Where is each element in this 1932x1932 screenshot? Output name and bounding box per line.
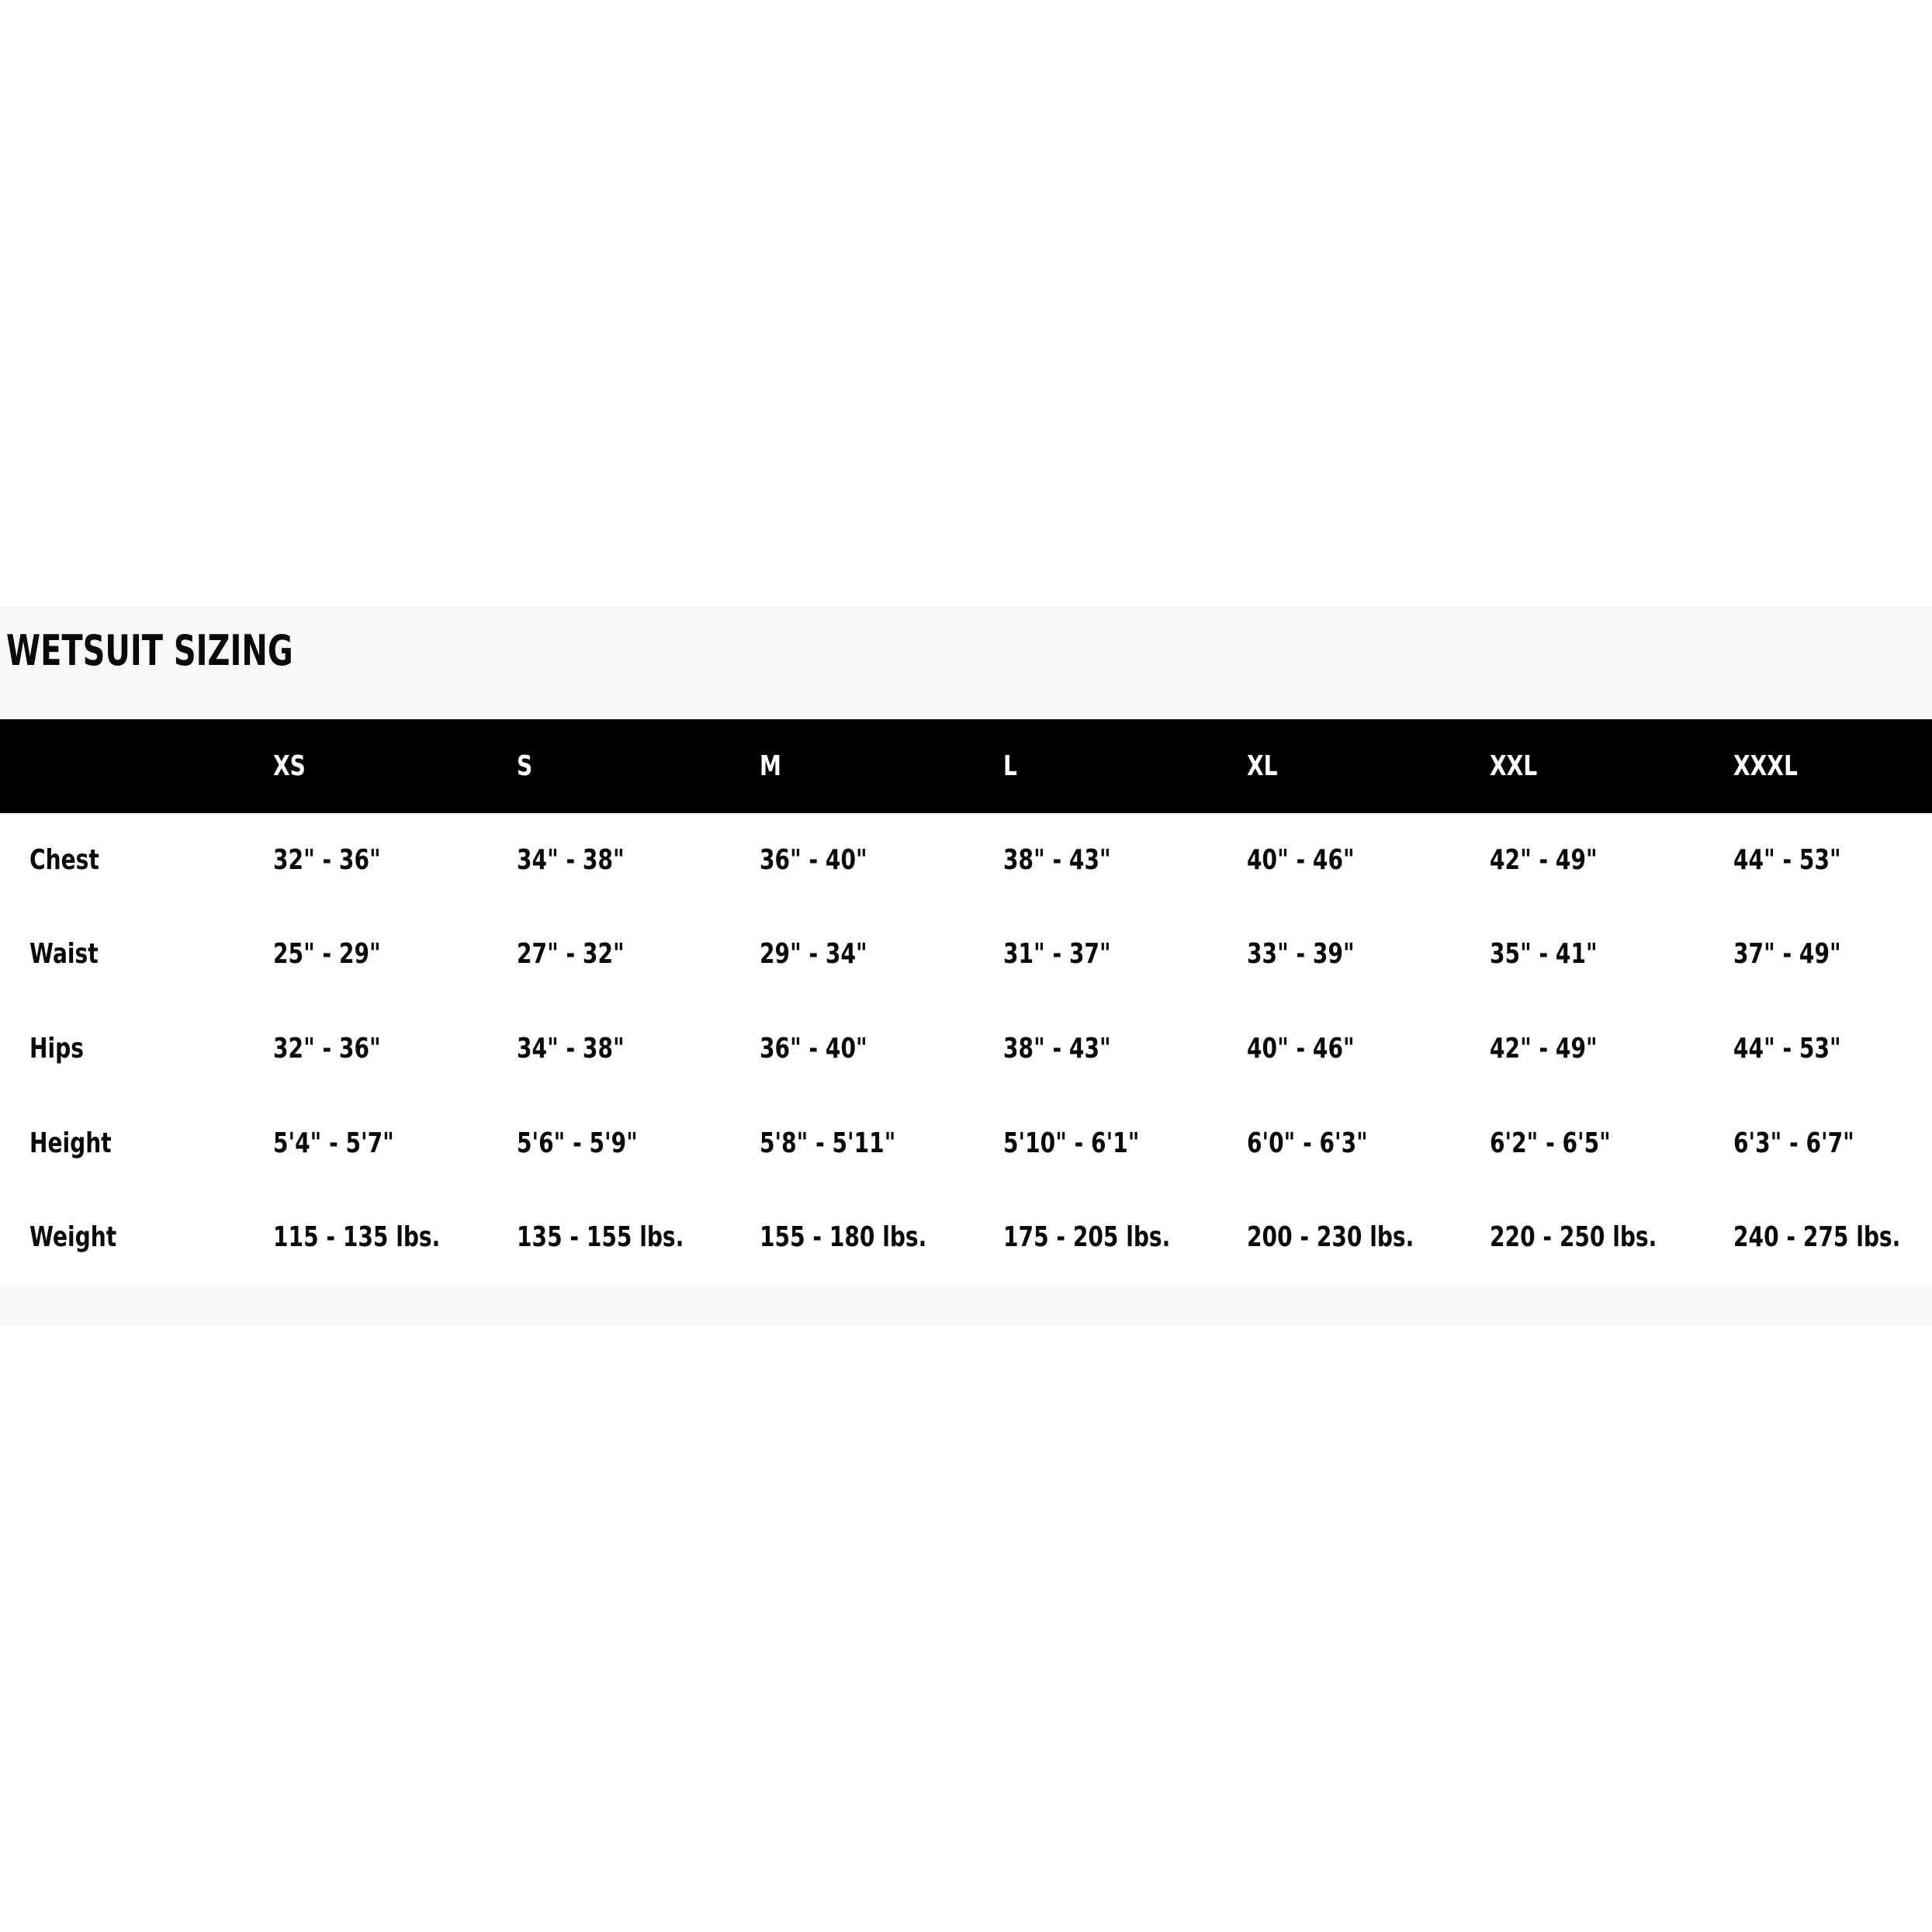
row-label-cell [0,1190,244,1285]
cell-value: 32" - 36" [273,1032,381,1065]
cell-value: 5'10" - 6'1" [1003,1127,1140,1159]
cell-value: 6'3" - 6'7" [1733,1127,1854,1159]
size-header-label: XS [273,750,306,782]
cell-value: 44" - 53" [1733,843,1841,876]
table-cell [1704,1096,1932,1191]
table-cell [974,1190,1217,1285]
cell-value: 220 - 250 lbs. [1490,1221,1657,1254]
table-cell [974,813,1217,908]
table-cell [1460,813,1704,908]
size-header-xl [1217,719,1461,813]
table-cell [244,1190,487,1285]
table-cell [487,813,731,908]
cell-value: 40" - 46" [1246,843,1355,876]
page-title: WETSUIT SIZING [6,626,293,675]
cell-value: 5'4" - 5'7" [273,1127,394,1159]
size-header-label: L [1003,750,1017,782]
cell-value: 29" - 34" [760,938,867,971]
cell-value: 240 - 275 lbs. [1733,1221,1901,1254]
table-cell [974,1002,1217,1096]
cell-value: 155 - 180 lbs. [760,1221,927,1254]
table-cell [487,1096,731,1191]
table-header-row [0,719,1932,813]
cell-value: 34" - 38" [516,1032,625,1065]
table-cell [244,1096,487,1191]
size-header-label: M [760,750,782,782]
table-cell [1704,1002,1932,1096]
table-cell [1704,908,1932,1002]
table-cell [1217,813,1461,908]
cell-value: 33" - 39" [1246,938,1355,971]
table-row-chest [0,813,1932,908]
cell-value: 31" - 37" [1003,938,1111,971]
table-cell [730,908,974,1002]
cell-value: 34" - 38" [516,843,625,876]
table-cell [1460,1002,1704,1096]
table-cell [487,1002,731,1096]
table-cell [1217,908,1461,1002]
size-chart-table [0,719,1932,1285]
cell-value: 36" - 40" [760,843,867,876]
row-label: Chest [29,843,99,876]
header-corner-cell [0,719,244,813]
table-cell [244,1002,487,1096]
cell-value: 38" - 43" [1003,1032,1111,1065]
size-header-l [974,719,1217,813]
cell-value: 5'6" - 5'9" [516,1127,638,1159]
table-cell [1704,813,1932,908]
table-cell [730,1096,974,1191]
table-cell [1217,1002,1461,1096]
cell-value: 42" - 49" [1490,843,1598,876]
cell-value: 5'8" - 5'11" [760,1127,896,1159]
table-cell [730,1002,974,1096]
size-header-xxl [1460,719,1704,813]
table-cell [1460,908,1704,1002]
table-cell [974,908,1217,1002]
cell-value: 36" - 40" [760,1032,867,1065]
cell-value: 135 - 155 lbs. [516,1221,684,1254]
row-label: Hips [29,1032,84,1065]
table-cell [1217,1096,1461,1191]
table-cell [1217,1190,1461,1285]
cell-value: 25" - 29" [273,938,381,971]
table-cell [1704,1190,1932,1285]
size-header-m [730,719,974,813]
row-label: Waist [29,938,99,971]
size-header-s [487,719,731,813]
table-row-hips [0,1002,1932,1096]
cell-value: 44" - 53" [1733,1032,1841,1065]
table-row-weight [0,1190,1932,1285]
size-header-label: XL [1246,750,1278,782]
table-cell [1460,1190,1704,1285]
row-label-cell [0,1002,244,1096]
cell-value: 6'0" - 6'3" [1246,1127,1368,1159]
row-label-cell [0,908,244,1002]
row-label: Weight [29,1221,117,1254]
table-cell [487,1190,731,1285]
table-cell [244,908,487,1002]
table-cell [1460,1096,1704,1191]
size-header-label: XXL [1490,750,1538,782]
cell-value: 175 - 205 lbs. [1003,1221,1171,1254]
size-header-label: XXXL [1733,750,1798,782]
size-header-xs [244,719,487,813]
cell-value: 42" - 49" [1490,1032,1598,1065]
cell-value: 6'2" - 6'5" [1490,1127,1612,1159]
size-header-label: S [516,750,532,782]
cell-value: 27" - 32" [516,938,625,971]
cell-value: 40" - 46" [1246,1032,1355,1065]
row-label-cell [0,1096,244,1191]
size-header-xxxl [1704,719,1932,813]
cell-value: 200 - 230 lbs. [1246,1221,1414,1254]
table-cell [730,1190,974,1285]
table-cell [244,813,487,908]
table-row-height [0,1096,1932,1191]
table-cell [730,813,974,908]
table-row-waist [0,908,1932,1002]
cell-value: 32" - 36" [273,843,381,876]
row-label-cell [0,813,244,908]
cell-value: 35" - 41" [1490,938,1598,971]
cell-value: 38" - 43" [1003,843,1111,876]
table-cell [974,1096,1217,1191]
table-cell [487,908,731,1002]
row-label: Height [29,1127,112,1159]
cell-value: 37" - 49" [1733,938,1841,971]
cell-value: 115 - 135 lbs. [273,1221,441,1254]
